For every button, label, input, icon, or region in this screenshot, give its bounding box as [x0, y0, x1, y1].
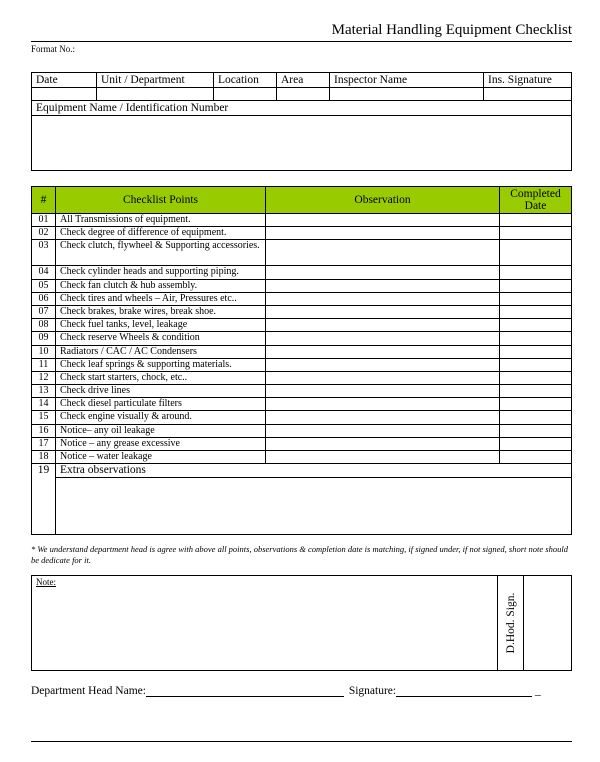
department-head-name-field[interactable]: [146, 685, 344, 697]
checklist-point: Notice – water leakage: [56, 451, 266, 463]
bottom-divider: [31, 741, 572, 742]
item-number: 08: [32, 319, 56, 331]
item-number: 07: [32, 306, 56, 318]
observation-cell[interactable]: [266, 425, 500, 437]
info-value-row: [32, 88, 571, 101]
checklist-row: [32, 227, 571, 240]
checklist-table: [31, 186, 572, 535]
checklist-point: Notice – any grease excessive: [56, 438, 266, 450]
observation-cell[interactable]: [266, 280, 500, 292]
checklist-point: Check diesel particulate filters: [56, 398, 266, 410]
completed-date-cell[interactable]: [500, 346, 571, 358]
checklist-point: All Transmissions of equipment.: [56, 214, 266, 226]
observation-column-header: Observation: [266, 187, 500, 213]
checklist-row: [32, 398, 571, 411]
unit-department-field[interactable]: [97, 88, 214, 101]
extra-observations-field[interactable]: [56, 478, 571, 532]
checklist-point: Check cylinder heads and supporting piping.: [56, 266, 266, 278]
checklist-row: [32, 214, 571, 227]
checklist-point: Check leaf springs & supporting materials.: [56, 359, 266, 371]
note-label: Note:: [36, 577, 56, 587]
equipment-label: Equipment Name / Identification Number: [32, 101, 571, 116]
signature-line: [31, 685, 541, 697]
observation-cell[interactable]: [266, 319, 500, 331]
document-title: Material Handling Equipment Checklist: [331, 22, 572, 38]
observation-cell[interactable]: [266, 385, 500, 397]
note-box: [31, 575, 572, 671]
signature-field[interactable]: [396, 685, 532, 697]
observation-cell[interactable]: [266, 398, 500, 410]
observation-cell[interactable]: [266, 438, 500, 450]
checklist-row: [32, 438, 571, 451]
checklist-point: Check fan clutch & hub assembly.: [56, 280, 266, 292]
inspector-name-field[interactable]: [330, 88, 484, 101]
completed-date-cell[interactable]: [500, 411, 571, 423]
checklist-points-column-header: Checklist Points: [56, 187, 266, 213]
item-number: 12: [32, 372, 56, 384]
completed-date-cell[interactable]: [500, 319, 571, 331]
checklist-header-row: [32, 187, 571, 214]
extra-observations-section: [56, 464, 571, 534]
item-number: 11: [32, 359, 56, 371]
title-divider: [31, 41, 572, 42]
checklist-row: [32, 319, 571, 332]
completed-date-cell[interactable]: [500, 293, 571, 305]
unit-department-header: Unit / Department: [97, 73, 214, 88]
inspector-signature-field[interactable]: [484, 88, 571, 101]
item-number: 09: [32, 332, 56, 344]
observation-cell[interactable]: [266, 306, 500, 318]
checklist-row: [32, 240, 571, 266]
observation-cell[interactable]: [266, 372, 500, 384]
item-number: 15: [32, 411, 56, 423]
completed-date-cell[interactable]: [500, 438, 571, 450]
observation-cell[interactable]: [266, 359, 500, 371]
observation-cell[interactable]: [266, 214, 500, 226]
signature-label: Signature:: [348, 685, 397, 697]
checklist-point: Check start starters, chock, etc..: [56, 372, 266, 384]
checklist-row: [32, 346, 571, 359]
item-number: 14: [32, 398, 56, 410]
item-number: 13: [32, 385, 56, 397]
checklist-point: Check reserve Wheels & condition: [56, 332, 266, 344]
observation-cell[interactable]: [266, 266, 500, 278]
checklist-row: [32, 332, 571, 345]
item-number: 03: [32, 240, 56, 265]
date-field[interactable]: [32, 88, 97, 101]
area-field[interactable]: [277, 88, 330, 101]
checklist-point: Check clutch, flywheel & Supporting accessories.: [56, 240, 266, 265]
completed-date-cell[interactable]: [500, 306, 571, 318]
extra-observations-label: Extra observations: [56, 464, 571, 478]
date-header: Date: [32, 73, 97, 88]
completed-date-cell[interactable]: [500, 451, 571, 463]
checklist-point: Notice– any oil leakage: [56, 425, 266, 437]
inspector-name-header: Inspector Name: [330, 73, 484, 88]
agreement-footnote: * We understand department head is agree with above all points, observations & completion date is matching, if signed under, if not signed, short note should be dedicate for it.: [31, 544, 568, 565]
checklist-row: [32, 372, 571, 385]
checklist-row: [32, 266, 571, 279]
observation-cell[interactable]: [266, 411, 500, 423]
completed-date-cell[interactable]: [500, 332, 571, 344]
checklist-point: Check drive lines: [56, 385, 266, 397]
format-no-label: Format No.:: [31, 44, 75, 54]
trailing-mark: _: [534, 685, 541, 697]
observation-cell[interactable]: [266, 346, 500, 358]
checklist-point: Check degree of difference of equipment.: [56, 227, 266, 239]
hod-sign-label: D.Hod. Sign.: [504, 592, 517, 654]
completed-date-cell[interactable]: [500, 372, 571, 384]
completed-date-cell[interactable]: [500, 266, 571, 278]
observation-cell[interactable]: [266, 451, 500, 463]
completed-date-cell[interactable]: [500, 227, 571, 239]
item-number: 17: [32, 438, 56, 450]
location-field[interactable]: [214, 88, 277, 101]
checklist-row: [32, 359, 571, 372]
checklist-point: Check engine visually & around.: [56, 411, 266, 423]
checklist-point: Check tires and wheels – Air, Pressures etc..: [56, 293, 266, 305]
checklist-row: [32, 385, 571, 398]
checklist-row: [32, 411, 571, 424]
observation-cell[interactable]: [266, 332, 500, 344]
completed-date-cell[interactable]: [500, 359, 571, 371]
item-number: 10: [32, 346, 56, 358]
checklist-point: Check fuel tanks, level, leakage: [56, 319, 266, 331]
item-number: 16: [32, 425, 56, 437]
completed-date-cell[interactable]: [500, 398, 571, 410]
checklist-row: [32, 280, 571, 293]
completed-date-column-header: Completed Date: [510, 188, 561, 212]
checklist-row: [32, 293, 571, 306]
checklist-row: [32, 306, 571, 319]
item-number: 06: [32, 293, 56, 305]
completed-date-cell[interactable]: [500, 385, 571, 397]
hod-sign-field[interactable]: [524, 576, 571, 670]
item-number: 01: [32, 214, 56, 226]
observation-cell[interactable]: [266, 240, 500, 265]
item-number: 02: [32, 227, 56, 239]
area-header: Area: [277, 73, 330, 88]
info-table: [31, 72, 572, 171]
completed-date-cell[interactable]: [500, 425, 571, 437]
observation-cell[interactable]: [266, 227, 500, 239]
completed-date-cell[interactable]: [500, 240, 571, 265]
observation-cell[interactable]: [266, 293, 500, 305]
checklist-point: Radiators / CAC / AC Condensers: [56, 346, 266, 358]
extra-observations-row: [32, 464, 571, 534]
location-header: Location: [214, 73, 277, 88]
item-number: 05: [32, 280, 56, 292]
completed-date-cell[interactable]: [500, 280, 571, 292]
checklist-row: [32, 451, 571, 464]
item-number: 19: [32, 464, 56, 534]
inspector-signature-header: Ins. Signature: [484, 73, 571, 88]
checklist-point: Check brakes, brake wires, break shoe.: [56, 306, 266, 318]
note-field[interactable]: [32, 576, 498, 670]
hod-sign-column: [498, 576, 524, 670]
department-head-name-label: Department Head Name:: [31, 685, 146, 697]
completed-date-cell[interactable]: [500, 214, 571, 226]
item-number: 04: [32, 266, 56, 278]
number-column-header: #: [32, 187, 56, 213]
equipment-field[interactable]: [32, 116, 571, 170]
checklist-row: [32, 425, 571, 438]
info-header-row: [32, 73, 571, 88]
item-number: 18: [32, 451, 56, 463]
